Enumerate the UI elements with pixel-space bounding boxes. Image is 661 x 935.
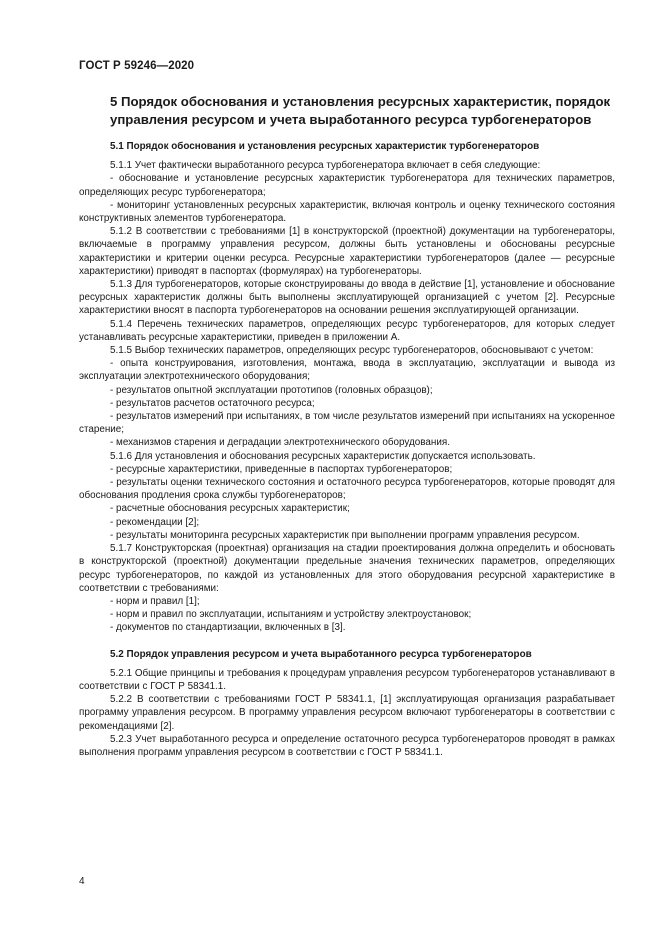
list-item: - механизмов старения и деградации электротехнического оборудования. <box>110 437 450 449</box>
list-item: - обоснование и установление ресурсных характеристик турбогенератора для технических параметров, определяющих ресурс турбогенератора; <box>79 173 615 198</box>
list-item: - опыта конструирования, изготовления, монтажа, ввода в эксплуатацию, эксплуатации и вывода из эксплуатации электротехнического оборудования; <box>79 358 615 383</box>
section-title: 5 Порядок обоснования и установления ресурсных характеристик, порядок управления ресурсом и учета выработанного ресурса турбогенераторов <box>110 94 611 127</box>
paragraph: 5.1.4 Перечень технических параметров, определяющих ресурс турбогенераторов, для которых следует устанавливать ресурсные характеристики, приведен в приложении А. <box>79 318 615 343</box>
paragraph: 5.1.7 Конструкторская (проектная) организация на стадии проектирования должна определить и обосновать в конструкторской (проектной) документации предельные значения технических параметров, определяющих ресурс турбогенераторов, по каждой из установленных для этого оборудования ресурсной характеристике в соответствии с требованиями: <box>79 543 615 594</box>
list-item: - норм и правил по эксплуатации, испытаниям и устройству электроустановок; <box>110 609 472 621</box>
paragraph: 5.1.1 Учет фактически выработанного ресурса турбогенератора включает в себя следующие: <box>110 160 541 172</box>
paragraph: 5.1.3 Для турбогенераторов, которые сконструированы до ввода в действие [1], установление и обоснование ресурсных характеристик должны быть выполнены эксплуатирующей организацией с учетом [2]. Ресурсные характеристики вносят в паспорта турбогенераторов на основании решения эксплуатирующей организации. <box>79 279 615 317</box>
paragraph: 5.1.2 В соответствии с требованиями [1] в конструкторской (проектной) документации на турбогенераторы, включаемые в программу управления ресурсом, должны быть установлены и обоснованы ресурсные характеристики и критерии оценки ресурса. Ресурсные характеристики турбогенераторов (далее — ресурсные характеристики) приводят в паспортах (формулярах) на турбогенераторы. <box>79 226 615 277</box>
list-item: - результаты оценки технического состояния и остаточного ресурса турбогенераторов, которые проводят для обоснования продления срока службы турбогенераторов; <box>79 477 615 502</box>
paragraph: 5.2.1 Общие принципы и требования к процедурам управления ресурсом турбогенераторов устанавливают в соответствии с ГОСТ Р 58341.1. <box>79 667 615 692</box>
list-item: - результатов расчетов остаточного ресурса; <box>110 397 315 409</box>
list-item: - норм и правил [1]; <box>110 595 200 607</box>
subsection-title-5-2: 5.2 Порядок управления ресурсом и учета выработанного ресурса турбогенераторов <box>110 648 532 660</box>
paragraph: 5.2.2 В соответствии с требованиями ГОСТ Р 58341.1, [1] эксплуатирующая организация разрабатывает программу управления ресурсом. В программу управления ресурсом включают турбогенераторы в соответствии с рекомендациями [2]. <box>79 694 615 732</box>
page-number: 4 <box>79 876 85 887</box>
list-item: - мониторинг установленных ресурсных характеристик, включая контроль и оценку технического состояния конструктивных элементов турбогенератора. <box>79 199 615 225</box>
list-item: - рекомендации [2]; <box>110 516 200 528</box>
document-body <box>79 136 615 759</box>
list-item: - ресурсные характеристики, приведенные в паспортах турбогенераторов; <box>110 463 453 475</box>
paragraph: 5.1.6 Для установления и обоснования ресурсных характеристик допускается использовать. <box>110 450 536 462</box>
paragraph: 5.1.5 Выбор технических параметров, определяющих ресурс турбогенераторов, обосновывают с учетом: <box>110 345 594 357</box>
list-item: - результатов опытной эксплуатации прототипов (головных образцов); <box>110 384 433 396</box>
list-item: - документов по стандартизации, включенных в [3]. <box>110 622 346 634</box>
paragraph: 5.2.3 Учет выработанного ресурса и определение остаточного ресурса турбогенераторов проводят в рамках выполнения программ управления ресурсом в соответствии с ГОСТ Р 58341.1. <box>79 733 615 758</box>
list-item: - расчетные обоснования ресурсных характеристик; <box>110 503 350 515</box>
document-header: ГОСТ Р 59246—2020 <box>79 60 195 72</box>
subsection-title-5-1: 5.1 Порядок обоснования и установления ресурсных характеристик турбогенераторов <box>110 141 540 152</box>
list-item: - результатов измерений при испытаниях, в том числе результатов измерений при испытаниях на ускоренное старение; <box>79 411 615 436</box>
list-item: - результаты мониторинга ресурсных характеристик при выполнении программ управления ресурсом. <box>110 529 580 541</box>
